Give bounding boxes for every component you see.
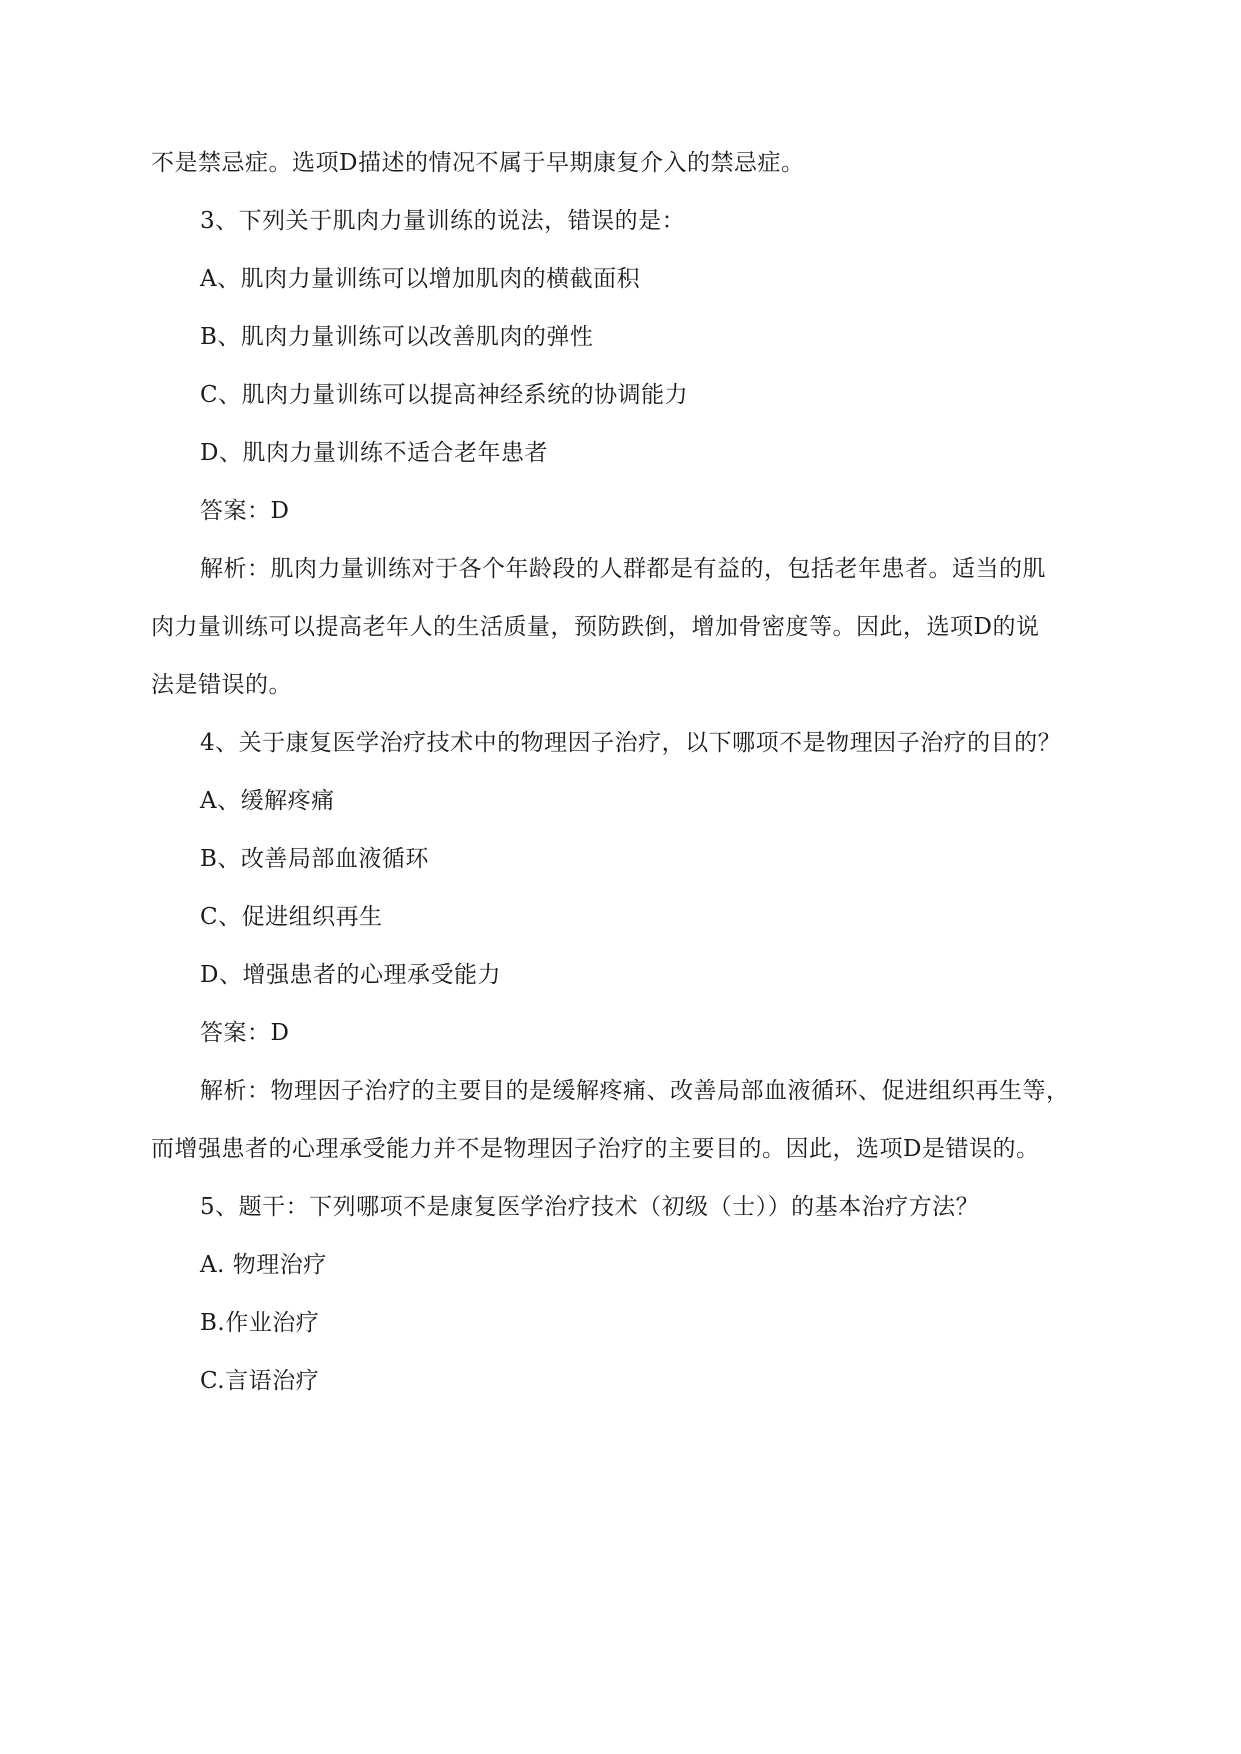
- question-4-stem: 4、关于康复医学治疗技术中的物理因子治疗，以下哪项不是物理因子治疗的目的？: [200, 730, 1062, 756]
- question-4-answer: 答案：D: [200, 1020, 290, 1046]
- question-4-option-d: D、增强患者的心理承受能力: [200, 962, 501, 988]
- question-3-option-a: A、肌肉力量训练可以增加肌肉的横截面积: [200, 266, 641, 292]
- question-3-stem: 3、下列关于肌肉力量训练的说法，错误的是：: [200, 208, 686, 234]
- question-5-option-a: A. 物理治疗: [200, 1252, 327, 1278]
- question-3-explanation: 解析：肌肉力量训练对于各个年龄段的人群都是有益的，包括老年患者。适当的肌: [200, 556, 1046, 582]
- question-5-stem: 5、题干：下列哪项不是康复医学治疗技术（初级（士））的基本治疗方法？: [200, 1194, 980, 1220]
- question-3-explanation-cont: 法是错误的。: [151, 672, 292, 698]
- question-3-option-b: B、肌肉力量训练可以改善肌肉的弹性: [200, 324, 594, 350]
- question-4-option-c: C、促进组织再生: [200, 904, 383, 930]
- question-4-explanation-cont: 而增强患者的心理承受能力并不是物理因子治疗的主要目的。因此，选项D是错误的。: [151, 1136, 1040, 1162]
- text-line: 不是禁忌症。选项D描述的情况不属于早期康复介入的禁忌症。: [151, 150, 805, 176]
- question-5-option-b: B.作业治疗: [200, 1310, 320, 1336]
- question-3-option-c: C、肌肉力量训练可以提高神经系统的协调能力: [200, 382, 689, 408]
- question-3-answer: 答案：D: [200, 498, 290, 524]
- question-3-explanation-cont: 肉力量训练可以提高老年人的生活质量，预防跌倒，增加骨密度等。因此，选项D的说: [151, 614, 1040, 640]
- question-4-option-b: B、改善局部血液循环: [200, 846, 429, 872]
- question-3-option-d: D、肌肉力量训练不适合老年患者: [200, 440, 548, 466]
- question-5-option-c: C.言语治疗: [200, 1368, 320, 1394]
- question-4-explanation: 解析：物理因子治疗的主要目的是缓解疼痛、改善局部血液循环、促进组织再生等，: [200, 1078, 1070, 1104]
- question-4-option-a: A、缓解疼痛: [200, 788, 335, 814]
